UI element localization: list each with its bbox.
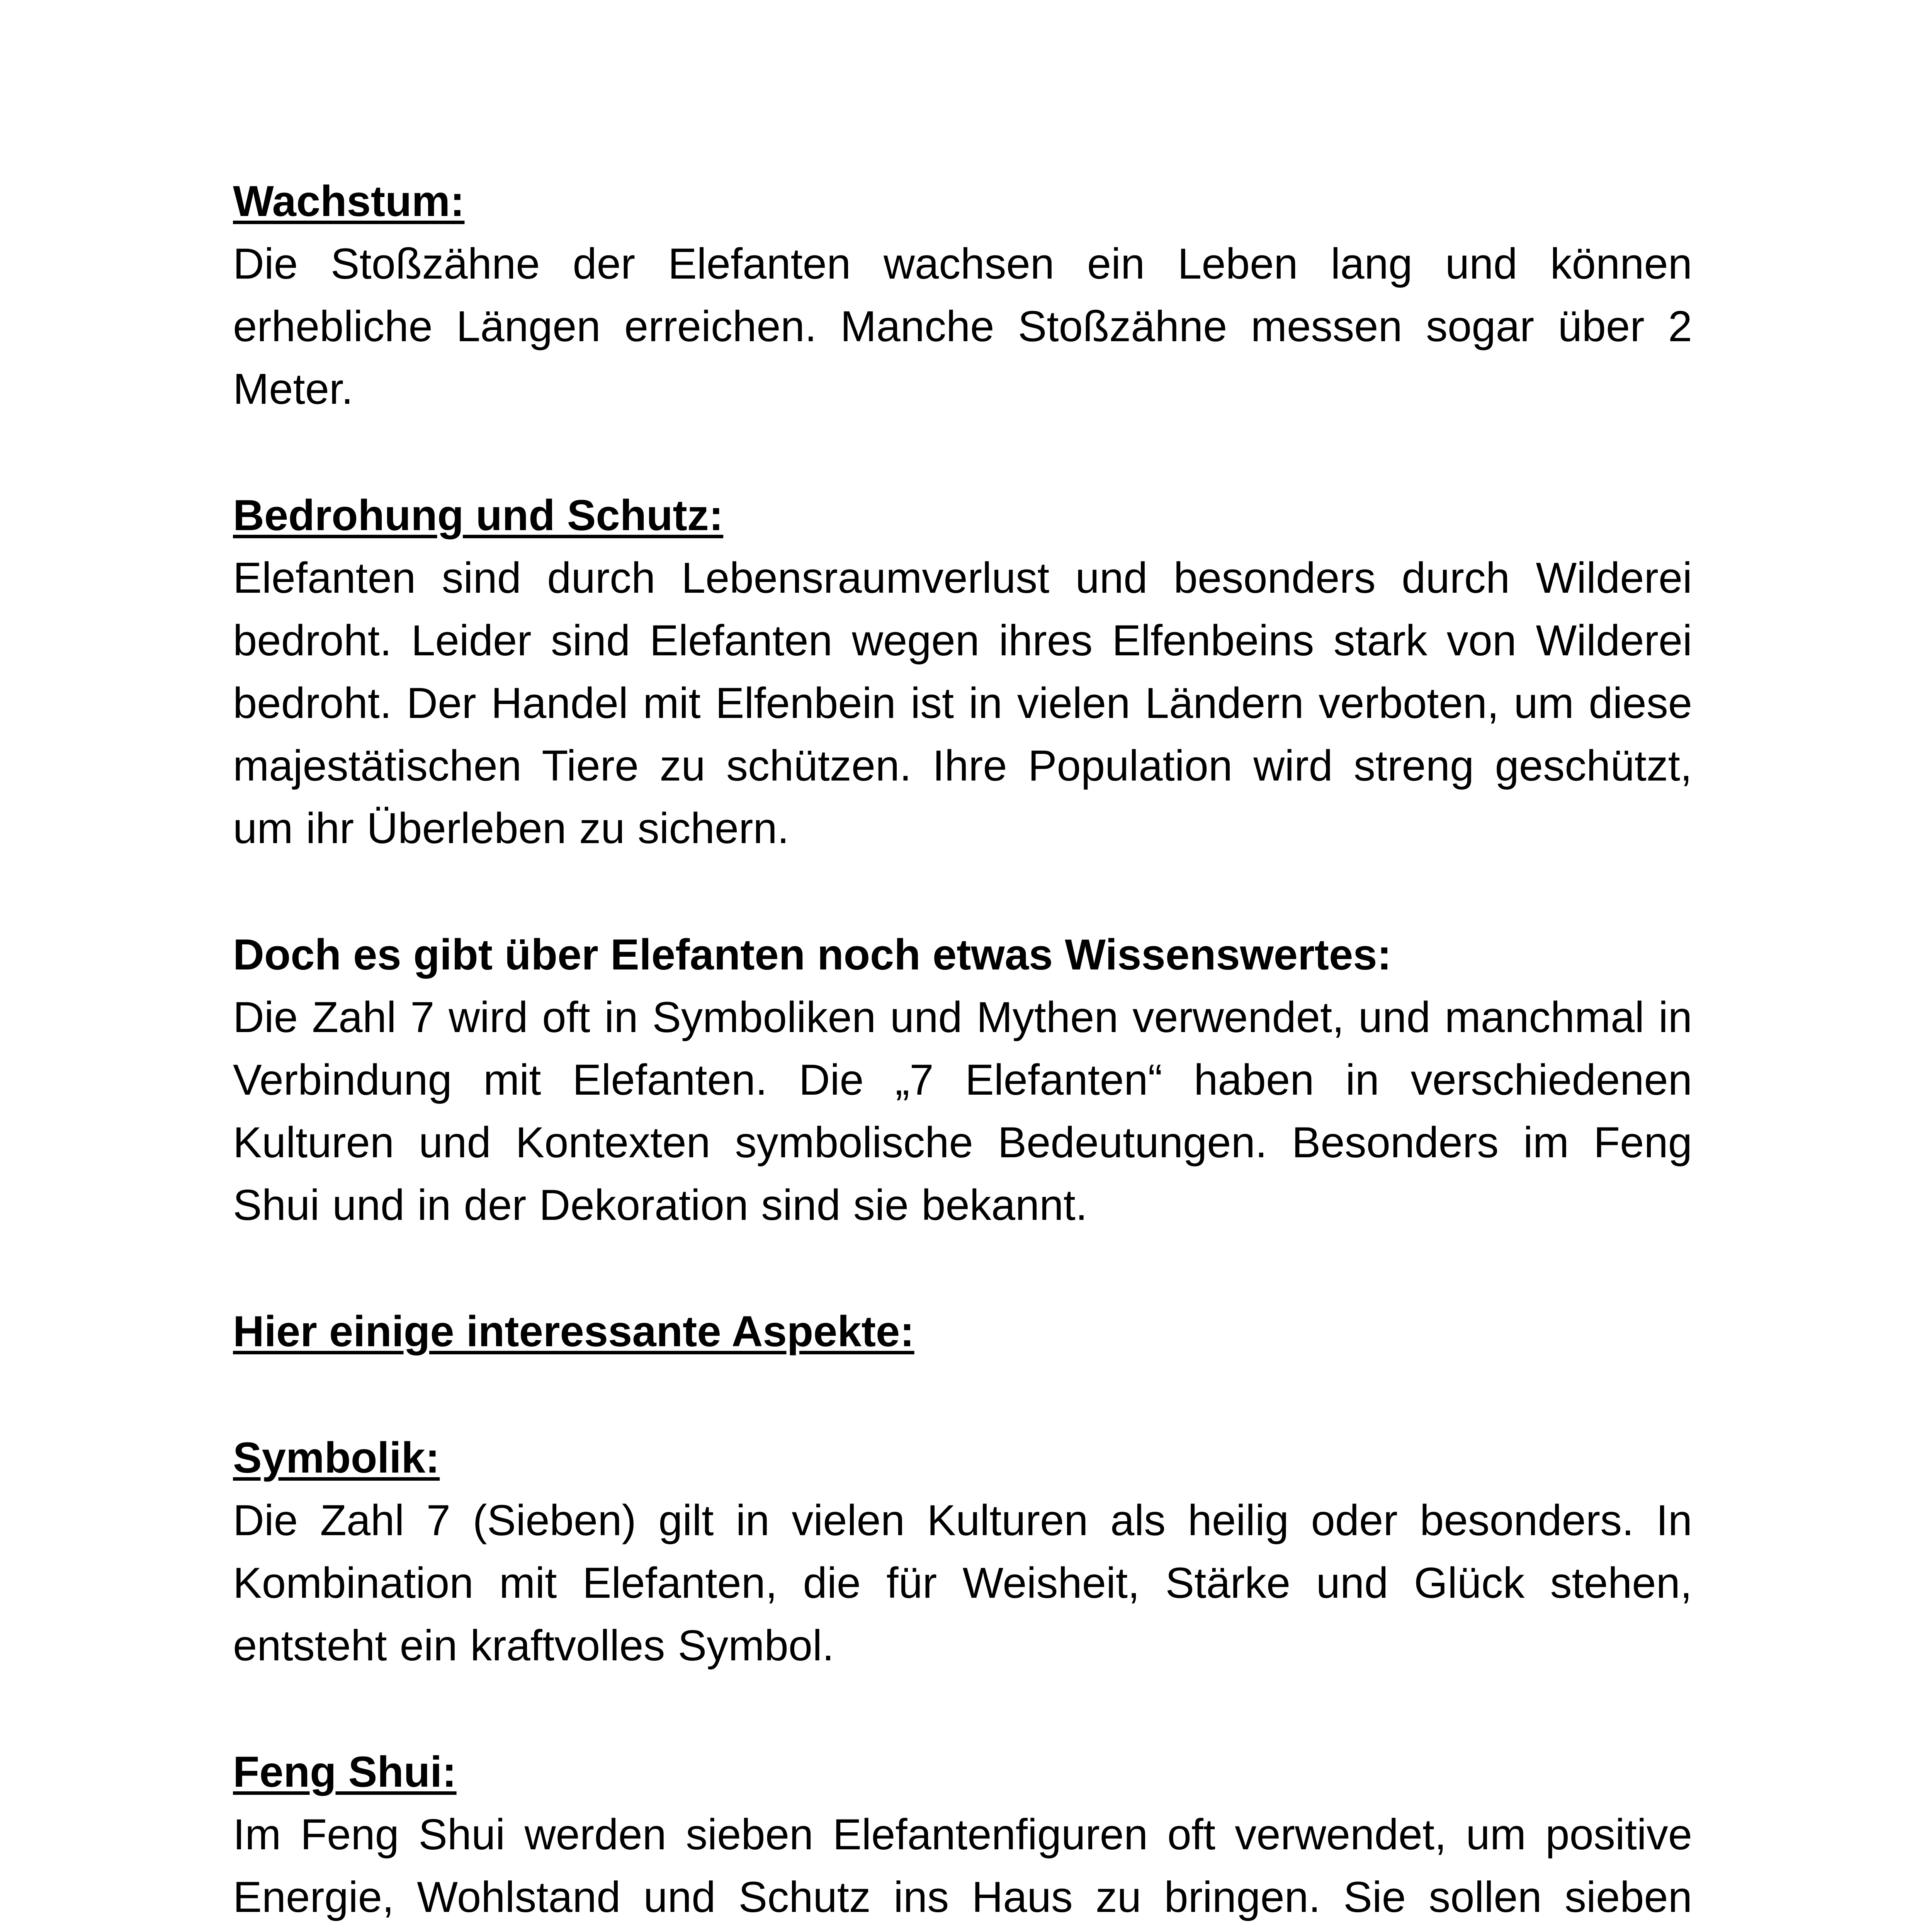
- section-heading: Feng Shui:: [233, 1748, 457, 1796]
- section-heading: Bedrohung und Schutz:: [233, 491, 724, 539]
- section-fengshui: [233, 1741, 1692, 1932]
- section-paragraph: Die Stoßzähne der Elefanten wachsen ein Leben lang und können erhebliche Längen erreichen. Manche Stoßzähne messen sogar über 2 Meter.: [233, 240, 1692, 413]
- section-symbolik: [233, 1427, 1692, 1677]
- section-paragraph: Die Zahl 7 wird oft in Symboliken und Mythen verwendet, und manchmal in Verbindung mit Elefanten. Die „7 Elefanten“ haben in verschiedenen Kulturen und Kontexten symbolische Bedeutungen. Besonders im Feng Shui und in der Dekoration sind sie bekannt.: [233, 993, 1692, 1229]
- page-content: [233, 170, 1692, 1932]
- section-bedrohung: [233, 484, 1692, 860]
- section-wissenswertes: [233, 923, 1692, 1236]
- section-paragraph: Elefanten sind durch Lebensraumverlust und besonders durch Wilderei bedroht. Leider sind Elefanten wegen ihres Elfenbeins stark von Wilderei bedroht. Der Handel mit Elfenbein ist in vielen Ländern verboten, um diese majestätischen Tiere zu schützen. Ihre Population wird streng geschützt, um ihr Überleben zu sichern.: [233, 554, 1692, 852]
- section-heading: Hier einige interessante Aspekte:: [233, 1307, 914, 1355]
- section-wachstum: [233, 170, 1692, 420]
- section-heading: Doch es gibt über Elefanten noch etwas Wissenswertes:: [233, 930, 1392, 979]
- section-paragraph: Die Zahl 7 (Sieben) gilt in vielen Kulturen als heilig oder besonders. In Kombination mit Elefanten, die für Weisheit, Stärke und Glück stehen, entsteht ein kraftvolles Symbol.: [233, 1496, 1692, 1670]
- section-paragraph: Im Feng Shui werden sieben Elefantenfiguren oft verwendet, um positive Energie, Wohlstand und Schutz ins Haus zu bringen. Sie sollen sieben: [233, 1810, 1692, 1921]
- section-heading: Symbolik:: [233, 1434, 440, 1482]
- section-aspekte: [233, 1300, 1692, 1363]
- section-heading: Wachstum:: [233, 177, 465, 225]
